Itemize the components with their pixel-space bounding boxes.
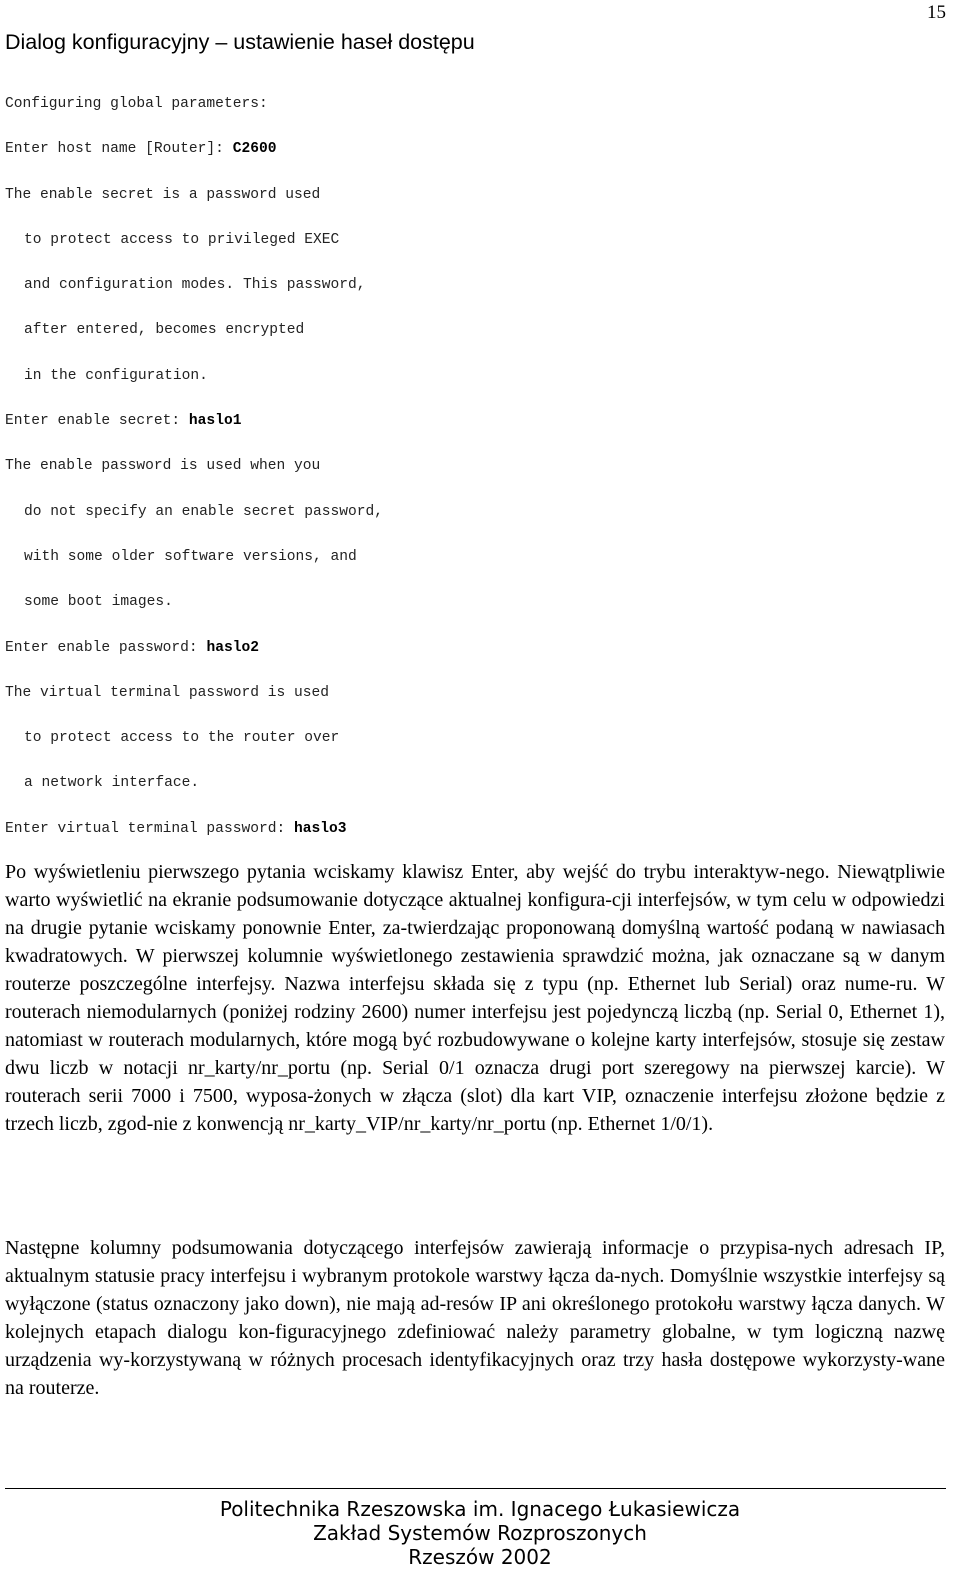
console-prompt-text: with some older software versions, and — [24, 548, 357, 565]
console-prompt-text: The enable password is used when you — [5, 458, 321, 475]
console-line — [5, 226, 945, 271]
console-line — [5, 543, 945, 588]
console-transcript — [5, 90, 945, 860]
console-line — [5, 634, 945, 679]
console-line — [5, 271, 945, 316]
console-line — [5, 769, 945, 814]
console-prompt-text: to protect access to the router over — [24, 730, 340, 747]
page-footer — [0, 1497, 960, 1569]
footer-university: Politechnika Rzeszowska im. Ignacego Łukasiewicza — [219, 1497, 741, 1521]
console-line — [5, 316, 945, 361]
section-heading: Dialog konfiguracyjny – ustawienie haseł dostępu — [5, 30, 475, 54]
console-prompt-text: some boot images. — [24, 594, 173, 611]
console-line — [5, 135, 945, 180]
page-number: 15 — [927, 2, 946, 23]
console-prompt-text: Configuring global parameters: — [5, 96, 268, 112]
console-line — [5, 498, 945, 543]
console-line — [5, 588, 945, 633]
console-line — [5, 452, 945, 497]
console-line — [5, 679, 945, 724]
console-line — [5, 407, 945, 452]
console-prompt-text: Enter virtual terminal password: — [5, 820, 295, 837]
console-user-input: haslo2 — [206, 639, 259, 656]
console-prompt-text: in the configuration. — [24, 367, 208, 384]
console-line — [5, 815, 945, 860]
console-user-input: haslo3 — [294, 820, 347, 837]
console-prompt-text: after entered, becomes encrypted — [24, 322, 305, 339]
console-line — [5, 362, 945, 407]
console-prompt-text: a network interface. — [24, 775, 200, 792]
console-user-input: haslo1 — [188, 413, 242, 430]
console-prompt-text: to protect access to privileged EXEC — [24, 231, 340, 248]
footer-department: Zakład Systemów Rozproszonych — [313, 1521, 647, 1545]
console-prompt-text: Enter enable password: — [5, 639, 207, 656]
console-user-input: C2600 — [232, 141, 277, 158]
console-prompt-text: The enable secret is a password used — [5, 186, 321, 203]
footer-place-year: Rzeszów 2002 — [408, 1545, 552, 1569]
body-paragraph-2: Następne kolumny podsumowania dotyczącego interfejsów zawierają informacje o przypisa-nych adresach IP, aktualnym statusie pracy interfejsu i wybranym protokole warstwy łącza da-nych. Domyślnie wszystkie interfejsy są wyłączone (status oznaczony jako down), nie mają ad-resów IP ani określonego protokołu warstwy łącza danych. W kolejnych etapach dialogu kon-figuracyjnego zdefiniować należy parametry globalne, w tym logiczną nazwę urządzenia wy-korzystywaną w różnych procesach identyfikacyjnych oraz trzy hasła dostępowe wykorzysty-wane na routerze. — [5, 1237, 945, 1399]
footer-divider — [5, 1488, 946, 1489]
console-prompt-text: do not specify an enable secret password, — [24, 503, 384, 520]
console-prompt-text: The virtual terminal password is used — [5, 684, 330, 701]
console-prompt-text: Enter enable secret: — [5, 413, 189, 430]
console-prompt-text: and configuration modes. This password, — [24, 277, 366, 294]
console-line — [5, 181, 945, 226]
body-paragraph-1: Po wyświetleniu pierwszego pytania wciskamy klawisz Enter, aby wejść do trybu interaktyw-nego. Niewątpliwie warto wyświetlić na ekranie podsumowanie dotyczące aktualnej konfigura-cji interfejsów, w tym celu w odpowiedzi na drugie pytanie wciskamy ponownie Enter, za-twierdzając proponowaną domyślną wartość podaną w nawiasach kwadratowych. W pierwszej kolumnie wyświetlonego zestawienia sprawdzić można, jak oznaczane są w danym routerze poszczególne interfejsy. Nazwa interfejsu składa się z typu (np. Ethernet lub Serial) oraz nume-ru. W routerach niemodularnych (poniżej rodziny 2600) numer interfejsu jest pojedynczą liczbą (np. Serial 0, Ethernet 1), natomiast w routerach modularnych, które mogą być rozbudowywane o kolejne karty interfejsów, stosuje się zestaw dwu liczb w notacji nr_karty/nr_portu (np. Serial 0/1 oznacza drugi port szeregowy na pierwszej karcie). W routerach serii 7000 i 7500, wyposa-żonych w złącza (slot) dla kart VIP, oznaczenie interfejsu złożone będzie z trzech liczb, zgod-nie z konwencją nr_karty_VIP/nr_karty/nr_portu (np. Ethernet 1/0/1). — [5, 861, 945, 1135]
console-line — [5, 90, 945, 135]
console-line — [5, 724, 945, 769]
console-prompt-text: Enter host name [Router]: — [5, 141, 233, 158]
